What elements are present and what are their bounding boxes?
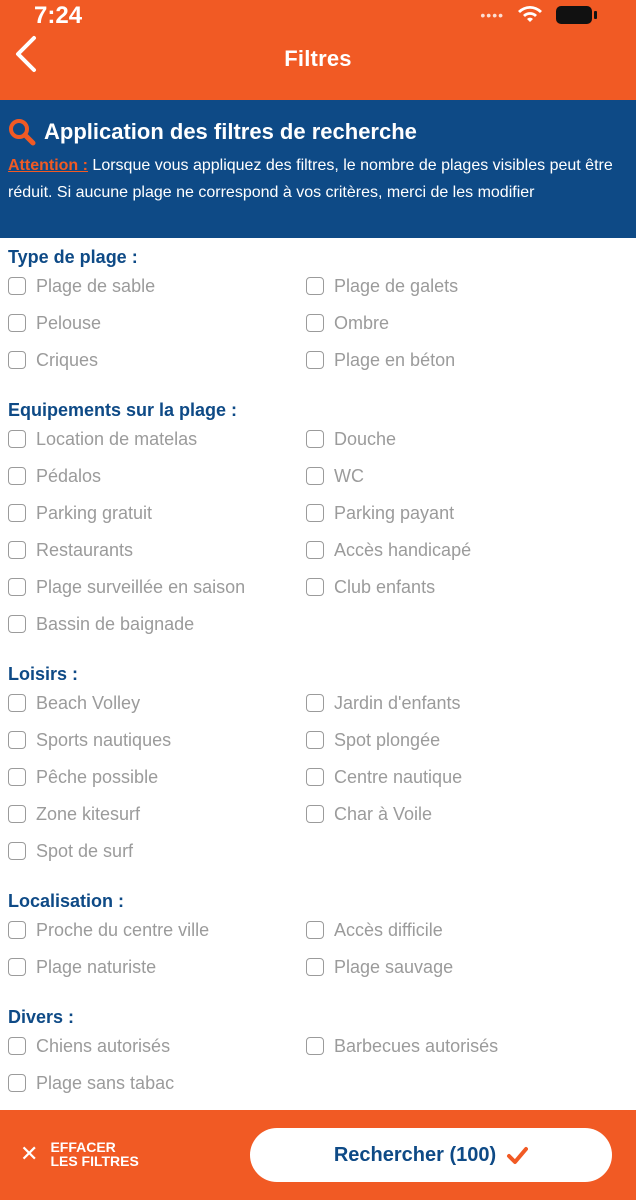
filter-option-label: Pêche possible: [36, 766, 159, 787]
section-items: [0, 685, 636, 882]
filter-option-label: Club enfants: [334, 576, 436, 597]
attention-text: Lorsque vous appliquez des filtres, le nombre de plages visibles peut être réduit. Si aucune plage ne correspond à vos critères, merci de les modifier: [8, 157, 613, 201]
close-icon: ✕: [20, 1141, 39, 1166]
clear-filters-button[interactable]: [20, 1140, 139, 1168]
filter-option[interactable]: [8, 949, 156, 985]
filter-option[interactable]: [8, 305, 101, 341]
filter-option[interactable]: [306, 421, 396, 457]
checkbox[interactable]: [8, 768, 26, 786]
checkbox[interactable]: [8, 467, 26, 485]
checkbox[interactable]: [306, 694, 324, 712]
checkbox[interactable]: [8, 541, 26, 559]
filter-option-label: Zone kitesurf: [36, 803, 141, 824]
filter-option[interactable]: [306, 685, 461, 721]
filter-option-label: Criques: [36, 349, 99, 370]
banner-heading: Application des filtres de recherche: [44, 119, 417, 144]
filter-option-label: Restaurants: [36, 539, 134, 560]
checkbox[interactable]: [306, 578, 324, 596]
filter-option-label: Parking gratuit: [36, 502, 153, 523]
filter-option[interactable]: [8, 532, 133, 568]
filter-option[interactable]: [306, 796, 432, 832]
checkbox[interactable]: [306, 277, 324, 295]
filter-option[interactable]: [8, 569, 245, 605]
filter-option[interactable]: [8, 912, 209, 948]
filter-option[interactable]: [8, 606, 194, 642]
checkbox[interactable]: [306, 467, 324, 485]
filter-option-label: Spot de surf: [36, 840, 134, 861]
checkbox[interactable]: [306, 351, 324, 369]
checkbox[interactable]: [306, 504, 324, 522]
attention-label: Attention :: [8, 157, 88, 174]
search-button[interactable]: [250, 1128, 612, 1182]
checkbox[interactable]: [8, 615, 26, 633]
signal-icon: ••••: [480, 7, 504, 23]
checkbox[interactable]: [306, 921, 324, 939]
top-bar: [0, 0, 636, 100]
checkbox[interactable]: [306, 430, 324, 448]
filter-option-label: Chiens autorisés: [36, 1035, 171, 1056]
filter-option-label: Pédalos: [36, 465, 102, 486]
section-title: Loisirs :: [8, 664, 79, 684]
search-button-label: Rechercher (100): [333, 1143, 497, 1166]
filter-option-label: Plage naturiste: [36, 956, 157, 977]
checkbox[interactable]: [8, 731, 26, 749]
section-items: [0, 912, 636, 998]
filter-option[interactable]: [8, 722, 171, 758]
filter-option-label: Barbecues autorisés: [334, 1035, 499, 1056]
filter-option[interactable]: [8, 495, 152, 531]
checkbox[interactable]: [8, 578, 26, 596]
filter-option[interactable]: [306, 305, 389, 341]
checkbox[interactable]: [8, 694, 26, 712]
checkbox[interactable]: [8, 277, 26, 295]
banner-heading-row: [8, 118, 417, 146]
bottom-action-bar: [0, 1110, 636, 1200]
filter-option[interactable]: [306, 722, 440, 758]
filters-list: [0, 238, 636, 1114]
checkbox[interactable]: [8, 921, 26, 939]
checkbox[interactable]: [8, 1037, 26, 1055]
section-title: Type de plage :: [8, 247, 138, 267]
search-icon: [8, 118, 36, 146]
filter-option[interactable]: [306, 268, 458, 304]
filter-option-label: Plage de galets: [334, 275, 459, 296]
filter-option[interactable]: [8, 685, 140, 721]
filter-option-label: Plage en béton: [334, 349, 456, 370]
filter-option-label: Spot plongée: [334, 729, 441, 750]
filter-option-label: Jardin d'enfants: [334, 692, 461, 713]
clear-filters-label: [50, 1140, 138, 1168]
status-time: 7:24: [34, 2, 83, 29]
filter-option-label: Plage sans tabac: [36, 1072, 175, 1093]
filter-option[interactable]: [306, 759, 462, 795]
checkbox[interactable]: [8, 842, 26, 860]
status-icons: [480, 6, 592, 24]
checkbox[interactable]: [306, 1037, 324, 1055]
checkbox[interactable]: [306, 731, 324, 749]
filter-option[interactable]: [8, 268, 155, 304]
banner-text: [8, 152, 626, 206]
filter-option-label: Accès difficile: [334, 919, 443, 940]
filter-option-label: WC: [334, 465, 364, 486]
filter-option[interactable]: [8, 342, 98, 378]
checkbox[interactable]: [8, 504, 26, 522]
filter-option[interactable]: [306, 569, 435, 605]
filter-option[interactable]: [306, 532, 471, 568]
section-items: [0, 1028, 636, 1114]
filter-option-label: Plage sauvage: [334, 956, 454, 977]
filter-option[interactable]: [8, 458, 101, 494]
filter-option[interactable]: [306, 912, 443, 948]
battery-icon: [556, 6, 592, 24]
filter-option[interactable]: [8, 796, 140, 832]
filter-option-label: Char à Voile: [334, 803, 433, 824]
checkbox[interactable]: [306, 805, 324, 823]
filter-option[interactable]: [8, 833, 133, 869]
filter-option-label: Location de matelas: [36, 428, 198, 449]
clear-line-1: EFFACER: [50, 1139, 116, 1155]
check-icon: [506, 1144, 528, 1166]
checkbox[interactable]: [306, 314, 324, 332]
section-title: Divers :: [8, 1007, 75, 1027]
section-title: Localisation :: [8, 891, 125, 911]
checkbox[interactable]: [306, 768, 324, 786]
checkbox[interactable]: [8, 351, 26, 369]
page-title: Filtres: [284, 46, 352, 71]
filter-option-label: Accès handicapé: [334, 539, 472, 560]
filter-option[interactable]: [306, 949, 453, 985]
filter-option-label: Parking payant: [334, 502, 455, 523]
filter-option-label: Ombre: [334, 312, 390, 333]
filter-option[interactable]: [8, 759, 158, 795]
checkbox[interactable]: [8, 958, 26, 976]
clear-line-2: LES FILTRES: [50, 1153, 139, 1169]
section-items: [0, 268, 636, 391]
checkbox[interactable]: [306, 541, 324, 559]
checkbox[interactable]: [8, 1074, 26, 1092]
info-banner: [0, 100, 636, 238]
filter-option-label: Douche: [334, 428, 397, 449]
filter-option[interactable]: [8, 1028, 170, 1064]
filter-option-label: Sports nautiques: [36, 729, 172, 750]
filter-option[interactable]: [306, 495, 454, 531]
checkbox[interactable]: [8, 805, 26, 823]
checkbox[interactable]: [306, 958, 324, 976]
checkbox[interactable]: [8, 314, 26, 332]
filter-option[interactable]: [306, 342, 455, 378]
filter-option-label: Bassin de baignade: [36, 613, 195, 634]
filter-option-label: Proche du centre ville: [36, 919, 210, 940]
filter-option[interactable]: [306, 458, 364, 494]
section-items: [0, 421, 636, 655]
filter-option-label: Plage de sable: [36, 275, 156, 296]
checkbox[interactable]: [8, 430, 26, 448]
filter-option[interactable]: [8, 421, 197, 457]
filter-option[interactable]: [306, 1028, 498, 1064]
filter-option-label: Centre nautique: [334, 766, 463, 787]
filter-option-label: Pelouse: [36, 312, 102, 333]
section-title: Equipements sur la plage :: [8, 400, 238, 420]
filter-option-label: Plage surveillée en saison: [36, 576, 246, 597]
filter-option-label: Beach Volley: [36, 692, 141, 713]
filter-option[interactable]: [8, 1065, 174, 1101]
wifi-icon: [516, 6, 544, 24]
